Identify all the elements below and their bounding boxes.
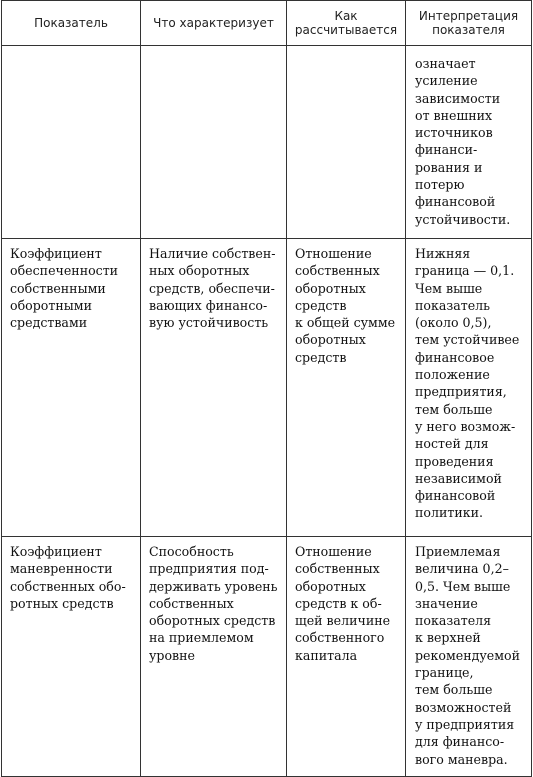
table-cell xyxy=(406,239,532,537)
table-cell xyxy=(287,46,406,239)
header-indicator-label: Показатель xyxy=(34,16,108,30)
header-calculation xyxy=(287,1,406,46)
cell-text: Наличие собствен- ных оборотных средств, обеспечи- вающих финансо- вую устойчивость xyxy=(149,246,276,331)
cell-text: Нижняя граница — 0,1. Чем выше показатель (около 0,5), тем устойчивее финансовое положение предприятия, тем больше у него возмож- ностей для проведения независимой финансовой политики. xyxy=(415,246,520,521)
header-characterizes-label: Что характеризует xyxy=(153,16,274,30)
table-cell xyxy=(287,239,406,537)
cell-text: Коэффициент маневренности собственных обо- ротных средств xyxy=(10,544,126,611)
table-header-row xyxy=(2,1,532,46)
table-cell xyxy=(2,537,141,777)
cell-text: Отношение собственных оборотных средств к об- щей величине собственного капитала xyxy=(295,544,391,663)
header-interpretation-label: Интерпретация показателя xyxy=(418,9,519,37)
table-cell xyxy=(141,537,287,777)
table-cell xyxy=(406,46,532,239)
header-calculation-label: Как рассчитывается xyxy=(294,9,398,37)
table-cell xyxy=(141,239,287,537)
table-cell xyxy=(406,537,532,777)
cell-text: Коэффициент обеспеченности собственными оборотными средствами xyxy=(10,246,119,331)
cell-text: Приемлемая величина 0,2– 0,5. Чем выше значение показателя к верхней рекомендуемой границе, тем больше возможностей у предприятия для финансо- вого маневра. xyxy=(415,544,520,767)
indicators-table xyxy=(1,0,532,777)
cell-text: Отношение собственных оборотных средств к общей сумме оборотных средств xyxy=(295,246,396,365)
table-row xyxy=(2,239,532,537)
table-cell xyxy=(2,239,141,537)
table-cell xyxy=(287,537,406,777)
table-cell xyxy=(141,46,287,239)
table-row xyxy=(2,537,532,777)
header-indicator xyxy=(2,1,141,46)
header-interpretation xyxy=(406,1,532,46)
header-characterizes xyxy=(141,1,287,46)
table-row xyxy=(2,46,532,239)
cell-text: означает усиление зависимости от внешних источников финанси- рования и потерю финансовой устойчивости. xyxy=(415,56,511,227)
table-cell xyxy=(2,46,141,239)
cell-text: Способность предприятия под- держивать уровень собственных оборотных средств на приемлемом уровне xyxy=(149,544,278,663)
